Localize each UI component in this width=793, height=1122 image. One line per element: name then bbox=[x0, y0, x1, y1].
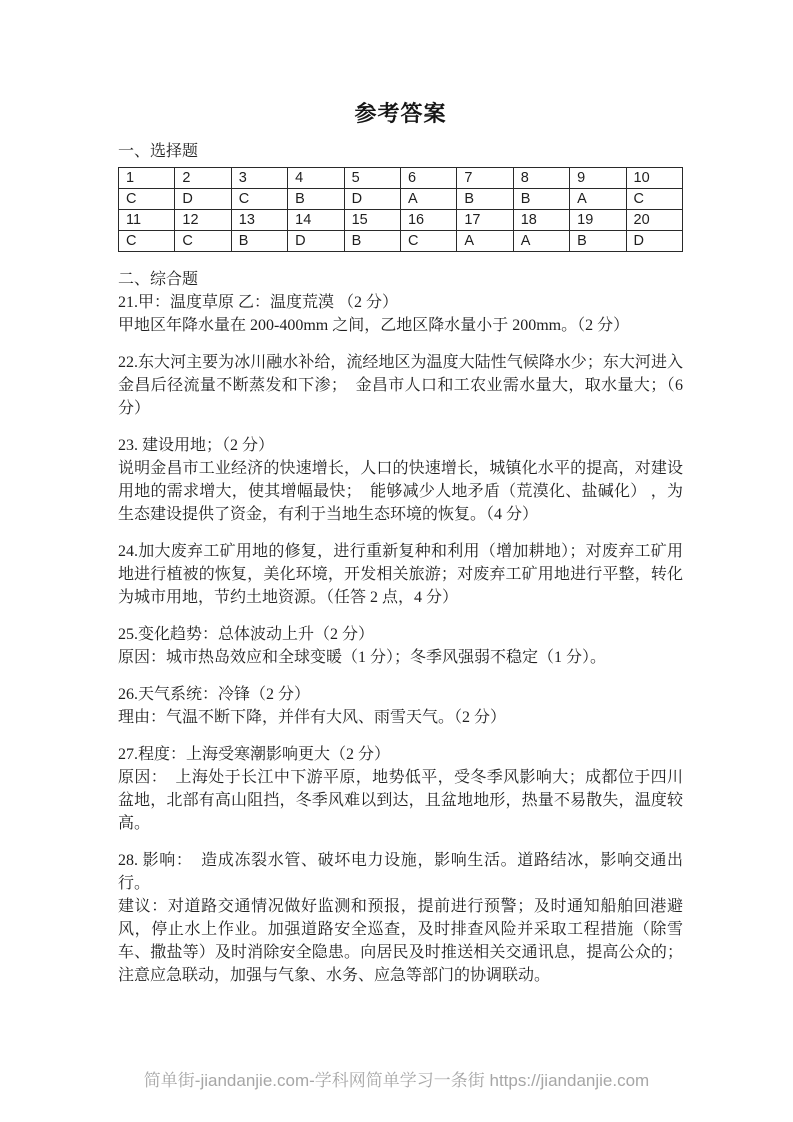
table-cell: B bbox=[231, 231, 287, 252]
answer-paragraph: 说明金昌市工业经济的快速增长，人口的快速增长，城镇化水平的提高，对建设用地的需求增大，使其增幅最快； 能够减少人地矛盾（荒漠化、盐碱化） ，为生态建设提供了资金，有利于当地生态环境的恢复。（4 分） bbox=[118, 460, 683, 523]
table-cell: 14 bbox=[288, 210, 344, 231]
table-cell: 5 bbox=[344, 168, 400, 189]
answer-block-22 bbox=[118, 351, 683, 420]
table-cell: C bbox=[626, 189, 682, 210]
footer-watermark: 简单街-jiandanjie.com-学科网简单学习一条街 https://jiandanjie.com bbox=[143, 1071, 650, 1090]
section-heading-choice: 一、选择题 bbox=[118, 143, 199, 160]
table-cell: 13 bbox=[231, 210, 287, 231]
table-cell: B bbox=[570, 231, 626, 252]
choice-answer-table bbox=[118, 167, 683, 252]
table-cell: 18 bbox=[513, 210, 569, 231]
answer-paragraph: 23. 建设用地；（2 分） bbox=[118, 437, 275, 454]
answer-block-25 bbox=[118, 623, 683, 669]
table-cell: C bbox=[119, 231, 175, 252]
table-cell: 10 bbox=[626, 168, 682, 189]
table-cell: D bbox=[344, 189, 400, 210]
table-cell: C bbox=[400, 231, 456, 252]
table-cell: 6 bbox=[400, 168, 456, 189]
table-row-question-numbers-11-20 bbox=[119, 210, 683, 231]
table-cell: C bbox=[231, 189, 287, 210]
table-cell: 20 bbox=[626, 210, 682, 231]
answer-paragraph: 28. 影响： 造成冻裂水管、破坏电力设施，影响生活。道路结冰，影响交通出行。 bbox=[118, 852, 683, 892]
table-cell: 15 bbox=[344, 210, 400, 231]
table-cell: 12 bbox=[175, 210, 231, 231]
answer-paragraph: 甲地区年降水量在 200-400mm 之间，乙地区降水量小于 200mm。（2 分） bbox=[118, 317, 630, 334]
answer-paragraph: 原因： 上海处于长江中下游平原，地势低平，受冬季风影响大；成都位于四川盆地，北部有高山阻挡，冬季风难以到达，且盆地地形，热量不易散失，温度较高。 bbox=[118, 769, 683, 832]
table-cell: B bbox=[344, 231, 400, 252]
table-cell: A bbox=[457, 231, 513, 252]
page-title: 参考答案 bbox=[354, 101, 447, 126]
table-cell: 11 bbox=[119, 210, 175, 231]
table-cell: B bbox=[513, 189, 569, 210]
table-cell: D bbox=[626, 231, 682, 252]
table-cell: B bbox=[288, 189, 344, 210]
table-cell: C bbox=[119, 189, 175, 210]
table-cell: 7 bbox=[457, 168, 513, 189]
table-cell: A bbox=[400, 189, 456, 210]
table-cell: 4 bbox=[288, 168, 344, 189]
answer-block-26 bbox=[118, 683, 683, 729]
table-cell: D bbox=[175, 189, 231, 210]
document-content bbox=[118, 100, 683, 987]
table-cell: 8 bbox=[513, 168, 569, 189]
table-cell: 3 bbox=[231, 168, 287, 189]
table-cell: 16 bbox=[400, 210, 456, 231]
table-row-question-numbers-1-10 bbox=[119, 168, 683, 189]
table-cell: A bbox=[513, 231, 569, 252]
answer-paragraph: 27.程度：上海受寒潮影响更大（2 分） bbox=[118, 746, 391, 763]
table-cell: 9 bbox=[570, 168, 626, 189]
answer-paragraph: 理由：气温不断下降，并伴有大风、雨雪天气。（2 分） bbox=[118, 709, 507, 726]
table-cell: 17 bbox=[457, 210, 513, 231]
section-heading-comprehensive: 二、综合题 bbox=[118, 271, 199, 288]
table-row-answers-1-10 bbox=[119, 189, 683, 210]
answer-block-28 bbox=[118, 849, 683, 987]
answer-paragraph: 原因：城市热岛效应和全球变暖（1 分）；冬季风强弱不稳定（1 分）。 bbox=[118, 649, 607, 666]
table-cell: C bbox=[175, 231, 231, 252]
answer-paragraph: 25.变化趋势：总体波动上升（2 分） bbox=[118, 626, 375, 643]
table-cell: A bbox=[570, 189, 626, 210]
table-cell: 2 bbox=[175, 168, 231, 189]
table-cell: 19 bbox=[570, 210, 626, 231]
answer-paragraph: 24.加大废弃工矿用地的修复，进行重新复种和利用（增加耕地）；对废弃工矿用地进行植被的恢复，美化环境，开发相关旅游；对废弃工矿用地进行平整，转化为城市用地，节约土地资源。（任答 2 点，4 分） bbox=[118, 543, 683, 606]
answer-paragraph: 建议：对道路交通情况做好监测和预报，提前进行预警；及时通知船舶回港避风，停止水上作业。加强道路安全巡查，及时排查风险并采取工程措施（除雪车、撒盐等）及时消除安全隐患。向居民及时推送相关交通讯息，提高公众的；注意应急联动，加强与气象、水务、应急等部门的协调联动。 bbox=[118, 898, 683, 984]
answer-block-24 bbox=[118, 540, 683, 609]
table-cell: D bbox=[288, 231, 344, 252]
table-cell: B bbox=[457, 189, 513, 210]
answer-paragraph: 22.东大河主要为冰川融水补给，流经地区为温度大陆性气候降水少；东大河进入金昌后径流量不断蒸发和下渗； 金昌市人口和工农业需水量大，取水量大；（6 分） bbox=[118, 354, 683, 417]
answer-block-23 bbox=[118, 434, 683, 526]
answer-paragraph: 26.天气系统：冷锋（2 分） bbox=[118, 686, 311, 703]
answer-paragraph: 21.甲：温度草原 乙：温度荒漠 （2 分） bbox=[118, 294, 399, 311]
table-row-answers-11-20 bbox=[119, 231, 683, 252]
answer-block-27 bbox=[118, 743, 683, 835]
answer-block-21 bbox=[118, 291, 683, 337]
table-cell: 1 bbox=[119, 168, 175, 189]
